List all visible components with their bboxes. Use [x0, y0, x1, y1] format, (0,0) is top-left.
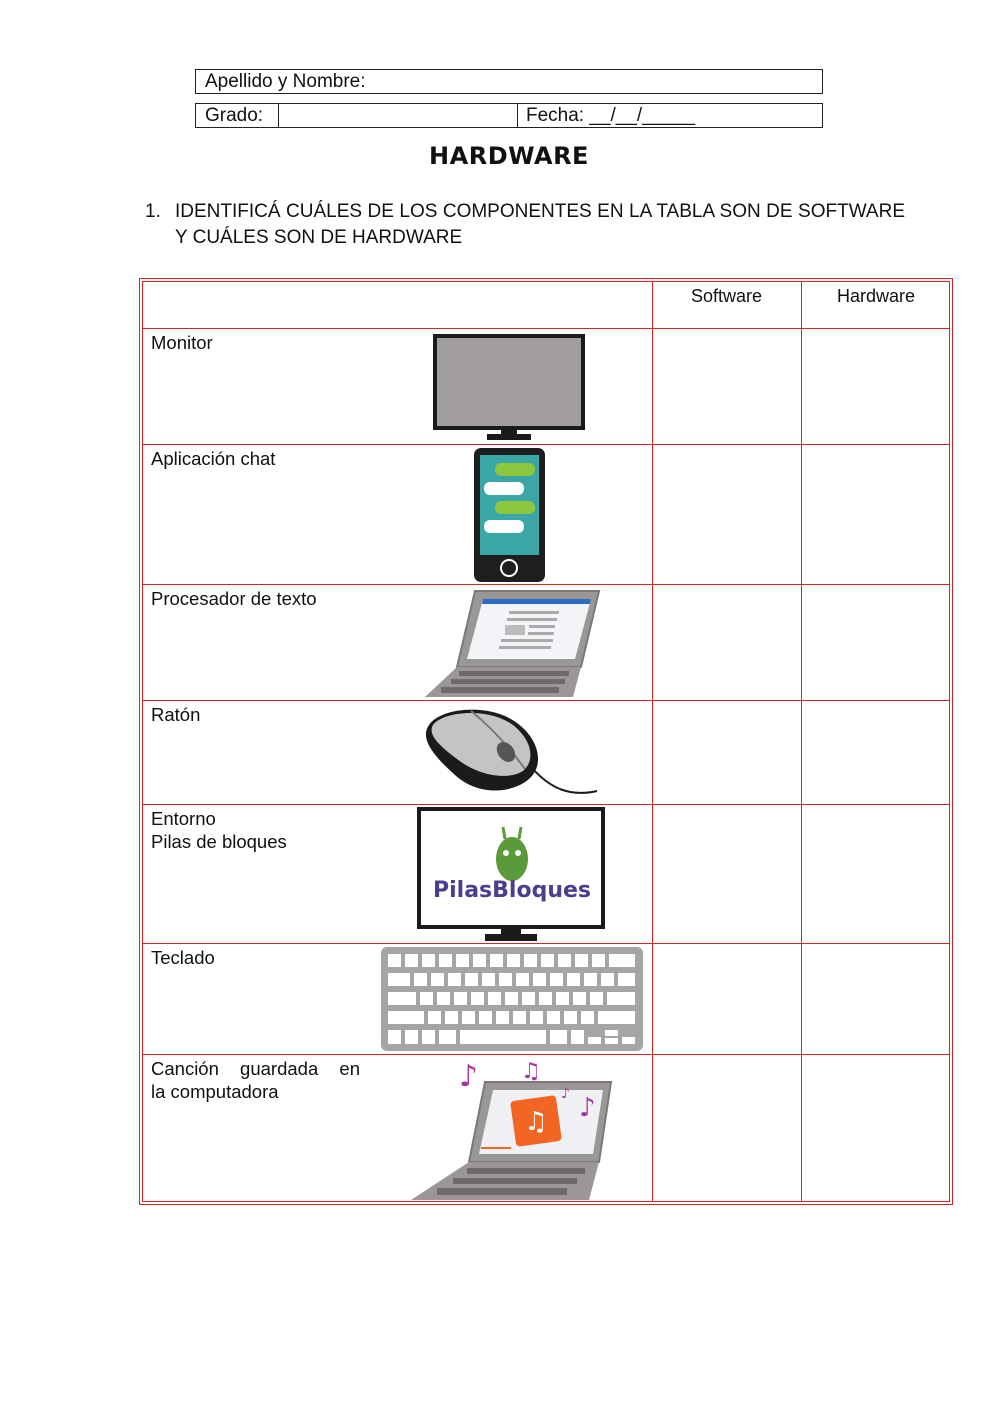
row-label-keyboard: Teclado: [151, 947, 215, 968]
column-header-hardware: Hardware: [836, 286, 916, 306]
answer-cell-chat-software[interactable]: [653, 445, 800, 583]
answer-cell-monitor-hardware[interactable]: [802, 329, 951, 443]
date-label: Fecha: __/__/_____: [526, 105, 696, 126]
instruction-number: 1.: [145, 201, 161, 222]
column-header-software: Software: [690, 286, 763, 306]
instruction-text: IDENTIFICÁ CUÁLES DE LOS COMPONENTES EN LA TABLA SON DE SOFTWARE Y CUÁLES SON DE HARDWARE: [175, 201, 905, 248]
answer-cell-wordproc-software[interactable]: [653, 585, 800, 699]
page-title: HARDWARE: [429, 142, 589, 170]
pilas-bloques-monitor-icon: [417, 807, 607, 943]
answer-cell-mouse-software[interactable]: [653, 701, 800, 803]
grade-label: Grado:: [205, 105, 264, 126]
svg-text:♫: ♫: [524, 1107, 548, 1137]
row-label-mouse: Ratón: [151, 704, 201, 725]
smartphone-chat-icon: [473, 447, 547, 583]
row-label-chat: Aplicación chat: [151, 448, 276, 469]
row-label-monitor: Monitor: [151, 332, 213, 353]
row-label-song-line2: la computadora: [151, 1081, 279, 1102]
answer-cell-chat-hardware[interactable]: [802, 445, 951, 583]
row-label-word-processor: Procesador de texto: [151, 588, 317, 609]
mouse-icon: [421, 703, 601, 803]
svg-text:♪: ♪: [579, 1093, 596, 1123]
answer-cell-song-software[interactable]: [653, 1055, 800, 1201]
answer-cell-monitor-software[interactable]: [653, 329, 800, 443]
svg-text:♪: ♪: [459, 1059, 479, 1094]
svg-text:♪: ♪: [561, 1086, 570, 1102]
answer-cell-pilas-hardware[interactable]: [802, 805, 951, 942]
answer-cell-pilas-software[interactable]: [653, 805, 800, 942]
laptop-music-icon: [409, 1058, 619, 1204]
answer-cell-mouse-hardware[interactable]: [802, 701, 951, 803]
keyboard-icon: [380, 946, 644, 1052]
laptop-document-icon: [423, 587, 603, 699]
pilas-bloques-logo-text: PilasBloques: [433, 878, 591, 903]
name-field[interactable]: [195, 69, 823, 94]
row-label-pilas-line2: Pilas de bloques: [151, 831, 287, 852]
grade-date-field[interactable]: [195, 103, 823, 128]
monitor-icon: [433, 334, 585, 444]
row-label-pilas-line1: Entorno: [151, 808, 216, 829]
answer-cell-keyboard-software[interactable]: [653, 944, 800, 1053]
svg-text:♫: ♫: [521, 1059, 541, 1084]
classification-table: [139, 278, 953, 1205]
instruction: [145, 199, 905, 251]
answer-cell-keyboard-hardware[interactable]: [802, 944, 951, 1053]
answer-cell-song-hardware[interactable]: [802, 1055, 951, 1201]
name-label: Apellido y Nombre:: [205, 71, 366, 92]
answer-cell-wordproc-hardware[interactable]: [802, 585, 951, 699]
row-label-song-line1: Canción guardada en: [151, 1058, 360, 1079]
